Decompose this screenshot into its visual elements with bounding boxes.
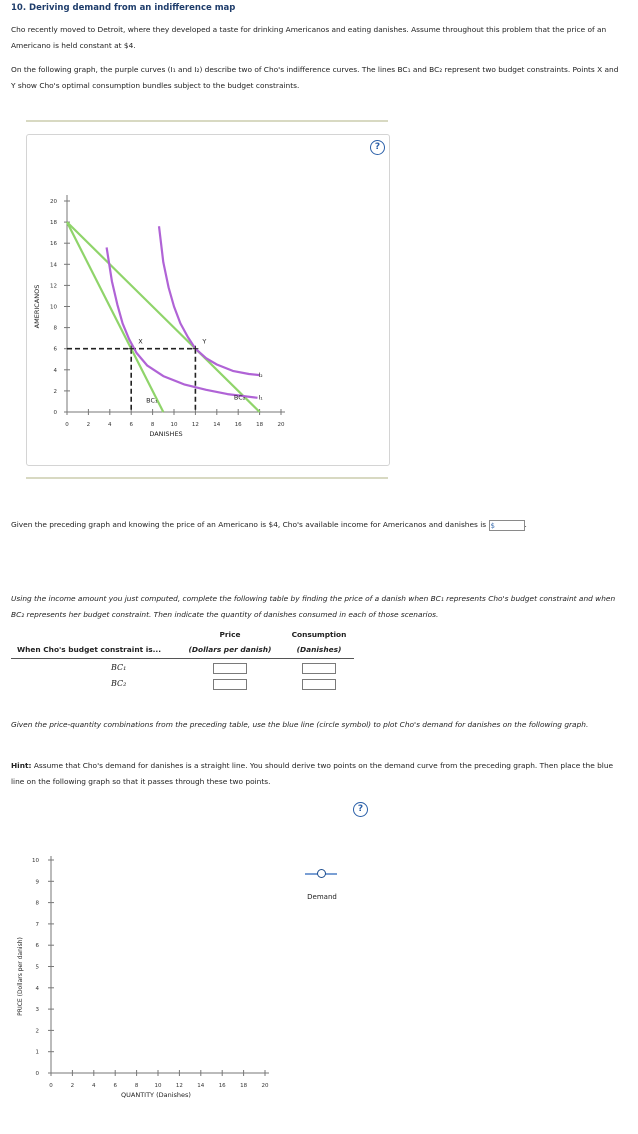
price-header: Price [219,630,241,639]
x-tick-label: 12 [191,422,199,428]
intro-paragraph: Cho recently moved to Detroit, where they developed a taste for drinking Americanos and eating danishes. Assume throughout this problem that the price of an Americano is held constant at $4. [11,25,607,50]
row-bc1-label: BC₁ [111,663,127,672]
x-tick-label: 18 [256,422,264,428]
x-tick-label: 4 [92,1083,96,1089]
bc2-consumption-input[interactable] [302,679,336,690]
x-tick-label: 10 [170,422,178,428]
point-label-y: Y [202,337,207,346]
x-tick-label: 14 [197,1083,205,1089]
label-bc1: BC₁ [146,396,158,405]
income-question-row [11,517,631,533]
series-i2 [159,226,260,375]
x-tick-label: 16 [234,422,242,428]
y-tick-label: 3 [35,1007,39,1014]
bc2-price-input[interactable] [213,679,247,690]
price-units-header: (Dollars per danish) [188,645,272,654]
y-tick-label: 14 [50,262,57,269]
y-tick-label: 4 [35,985,39,992]
x-axis-label: DANISHES [149,430,183,438]
problem-title: 10. Deriving demand from an indifference map [11,3,236,13]
y-tick-label: 0 [53,410,57,416]
table-header-rule [11,658,354,659]
income-suffix: . [524,520,527,529]
y-tick-label: 8 [53,325,57,332]
series-bc2 [67,222,260,412]
x-tick-label: 8 [150,422,155,428]
y-tick-label: 4 [53,367,57,374]
consumption-header: Consumption [291,630,347,639]
indifference-graph-panel [26,134,390,466]
y-tick-label: 7 [35,921,39,928]
series-bc1 [67,222,163,412]
table-instructions: Using the income amount you just computed, complete the following table by finding the price of a danish when BC₁ represents Cho's budget constraint and when BC₂ represents her budget constraint. Then indicate the quantity of danishes consumed in each of those scenarios. [11,594,616,619]
plot-instructions: Given the price-quantity combinations from the preceding table, use the blue line (circle symbol) to plot Cho's demand for danishes on the following graph. [11,720,589,729]
x-tick-label: 18 [240,1083,248,1089]
x-tick-label: 4 [108,422,112,428]
x-tick-label: 6 [129,422,133,428]
x-tick-label: 8 [134,1083,139,1089]
x-tick-label: 10 [154,1083,162,1089]
consumption-units-header: (Danishes) [296,645,342,654]
label-bc2: BC₂ [233,393,246,402]
demand-legend [300,866,340,910]
y-tick-label: 16 [50,241,57,248]
y-tick-label: 20 [50,199,57,205]
divider-top-1 [26,120,388,122]
x-tick-label: 6 [113,1083,117,1089]
income-input[interactable]: $ [489,520,525,531]
y-tick-label: 2 [53,388,57,395]
price-consumption-table [11,630,356,696]
x-axis-label: QUANTITY (Danishes) [121,1091,191,1099]
income-question-text: Given the preceding graph and knowing the price of an Americano is $4, Cho's available income for Americanos and danishes is [11,520,487,529]
y-tick-label: 9 [35,879,39,886]
indifference-chart[interactable] [27,135,389,465]
x-tick-label: 12 [175,1083,183,1089]
y-tick-label: 2 [35,1028,39,1035]
x-tick-label: 14 [213,422,221,428]
bc1-consumption-input[interactable] [302,663,336,674]
demand-circle-tool[interactable] [317,869,326,878]
series-i1 [107,247,258,397]
x-tick-label: 0 [49,1083,53,1089]
divider-top-2 [26,477,388,479]
bc1-price-input[interactable] [213,663,247,674]
y-tick-label: 0 [35,1071,39,1077]
y-axis-label: PRICE (Dollars per danish) [17,937,24,1016]
graph-description: On the following graph, the purple curves (I₁ and I₂) describe two of Cho's indifference curves. The lines BC₁ and BC₂ represent two budget constraints. Points X and Y show Cho's optimal consumption bundles subject to the budget constraints. [11,65,619,90]
x-tick-label: 20 [277,422,285,428]
label-i2: I₂ [258,372,263,380]
hint-paragraph [11,758,621,790]
x-tick-label: 16 [218,1083,226,1089]
help-icon[interactable]: ? [370,140,385,155]
x-tick-label: 2 [70,1083,75,1089]
y-tick-label: 12 [50,283,57,290]
point-label-x: X [138,337,143,346]
y-tick-label: 10 [32,858,39,864]
y-tick-label: 1 [35,1049,39,1056]
y-tick-label: 18 [50,220,57,227]
budget-constraint-header: When Cho's budget constraint is... [17,645,162,654]
label-i1: I₁ [258,394,263,402]
help-icon-2[interactable]: ? [353,802,368,817]
y-tick-label: 10 [50,304,57,311]
x-tick-label: 0 [65,422,69,428]
y-tick-label: 8 [35,900,39,907]
x-tick-label: 20 [261,1083,269,1089]
demand-legend-label: Demand [307,893,337,901]
y-tick-label: 5 [35,964,39,971]
hint-text: Assume that Cho's demand for danishes is a straight line. You should derive two points on the demand curve from the preceding graph. Then place the blue line on the following graph so that it passes through these two points. [11,761,614,786]
y-axis-label: AMERICANOS [33,284,41,329]
y-tick-label: 6 [35,943,39,950]
y-tick-label: 6 [53,346,57,353]
hint-label: Hint: [11,761,32,770]
x-tick-label: 2 [86,422,91,428]
row-bc2-label: BC₂ [111,679,127,688]
